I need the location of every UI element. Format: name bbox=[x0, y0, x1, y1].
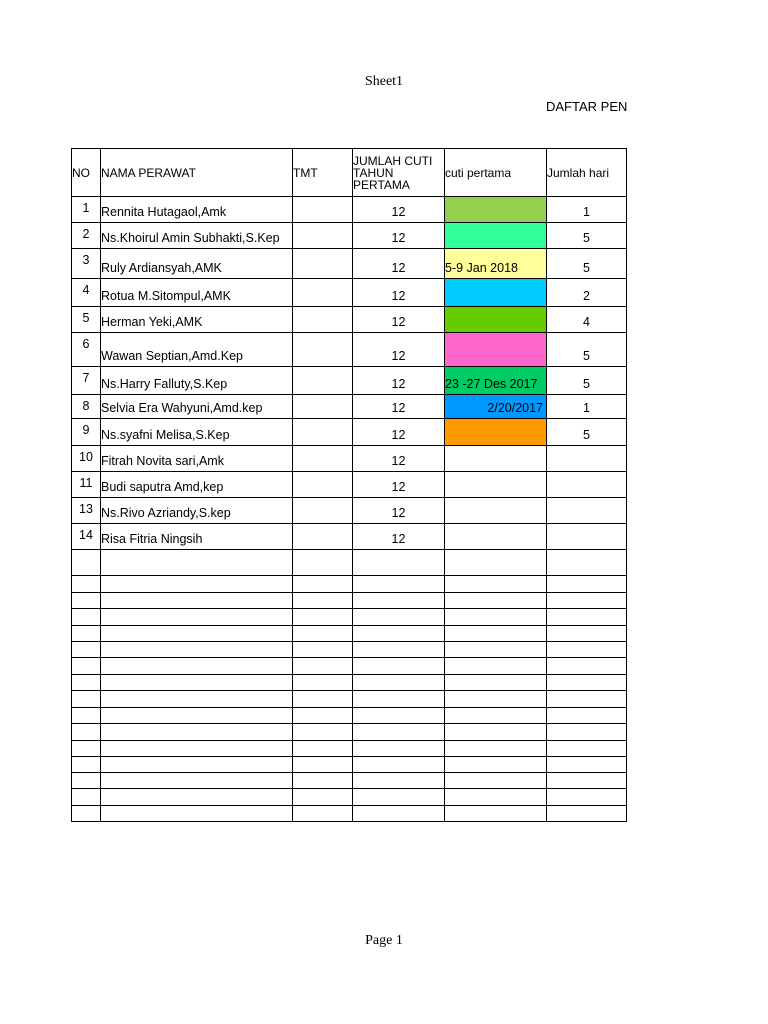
row-cuti-pertama bbox=[445, 497, 546, 523]
row-cuti-pertama bbox=[445, 445, 546, 471]
row-jumlah-hari: 1 bbox=[583, 401, 590, 415]
row-jumlah-hari: 5 bbox=[583, 377, 590, 391]
grid-line bbox=[71, 608, 627, 609]
row-jumlah-cuti: 12 bbox=[391, 231, 406, 245]
row-nama-perawat: Rotua M.Sitompul,AMK bbox=[101, 289, 231, 303]
row-no: 14 bbox=[79, 528, 93, 542]
row-nama-perawat: Wawan Septian,Amd.Kep bbox=[101, 349, 243, 363]
row-no: 11 bbox=[79, 476, 93, 490]
row-nama-perawat: Budi saputra Amd,kep bbox=[101, 480, 224, 494]
grid-line bbox=[71, 805, 627, 806]
header-no: NO bbox=[72, 165, 90, 180]
row-no: 6 bbox=[82, 337, 90, 351]
row-cuti-pertama: 5-9 Jan 2018 bbox=[445, 261, 518, 275]
row-jumlah-hari: 5 bbox=[583, 261, 590, 275]
grid-line bbox=[71, 674, 627, 675]
row-no: 7 bbox=[82, 371, 90, 385]
grid-line bbox=[71, 575, 627, 576]
sheet-title: Sheet1 bbox=[364, 74, 404, 89]
page-footer: Page 1 bbox=[365, 933, 403, 948]
row-cuti-pertama bbox=[445, 523, 546, 549]
row-nama-perawat: Ns.Khoirul Amin Subhakti,S.Kep bbox=[101, 231, 280, 245]
row-nama-perawat: Ns.Harry Falluty,S.Kep bbox=[101, 377, 228, 391]
grid-line bbox=[71, 641, 627, 642]
row-no: 8 bbox=[82, 399, 90, 413]
row-nama-perawat: Rennita Hutagaol,Amk bbox=[101, 205, 227, 219]
row-tmt bbox=[293, 306, 352, 332]
row-tmt bbox=[293, 523, 352, 549]
grid-line bbox=[71, 821, 627, 822]
row-cuti-pertama: 23 -27 Des 2017 bbox=[445, 377, 538, 391]
row-cuti-pertama bbox=[445, 332, 546, 366]
row-no: 4 bbox=[82, 283, 90, 297]
row-jumlah-hari bbox=[547, 445, 626, 471]
grid-line bbox=[71, 625, 627, 626]
row-nama-perawat: Ns.syafni Melisa,S.Kep bbox=[101, 428, 230, 442]
row-cuti-pertama bbox=[445, 196, 546, 222]
row-no: 10 bbox=[79, 450, 93, 464]
row-cuti-pertama bbox=[445, 306, 546, 332]
row-nama-perawat: Selvia Era Wahyuni,Amd.kep bbox=[101, 401, 263, 415]
row-jumlah-cuti: 12 bbox=[391, 315, 406, 329]
row-nama-perawat: Herman Yeki,AMK bbox=[101, 315, 203, 329]
grid-line bbox=[71, 740, 627, 741]
row-jumlah-cuti: 12 bbox=[391, 261, 406, 275]
row-no: 5 bbox=[82, 311, 90, 325]
row-tmt bbox=[293, 394, 352, 418]
row-jumlah-cuti: 12 bbox=[391, 205, 406, 219]
row-jumlah-hari: 2 bbox=[583, 289, 590, 303]
grid-line bbox=[71, 772, 627, 773]
row-nama-perawat: Fitrah Novita sari,Amk bbox=[101, 454, 224, 468]
grid-line bbox=[71, 723, 627, 724]
row-tmt bbox=[293, 332, 352, 366]
row-jumlah-hari: 5 bbox=[583, 349, 590, 363]
row-jumlah-hari bbox=[547, 497, 626, 523]
row-tmt bbox=[293, 196, 352, 222]
row-nama-perawat: Ruly Ardiansyah,AMK bbox=[101, 261, 222, 275]
row-no: 13 bbox=[79, 502, 93, 516]
row-tmt bbox=[293, 497, 352, 523]
row-tmt bbox=[293, 418, 352, 445]
row-nama-perawat: Risa Fitria Ningsih bbox=[101, 532, 203, 546]
grid-line bbox=[71, 657, 627, 658]
row-nama-perawat: Ns.Rivo Azriandy,S.kep bbox=[101, 506, 231, 520]
row-tmt bbox=[293, 222, 352, 248]
row-cuti-pertama: 2/20/2017 bbox=[487, 401, 543, 415]
row-jumlah-cuti: 12 bbox=[391, 480, 406, 494]
row-tmt bbox=[293, 445, 352, 471]
row-tmt bbox=[293, 471, 352, 497]
header-jumlah-cuti: JUMLAH CUTI TAHUN PERTAMA bbox=[353, 153, 433, 192]
grid-line bbox=[71, 690, 627, 691]
row-tmt bbox=[293, 366, 352, 394]
row-jumlah-cuti: 12 bbox=[391, 401, 406, 415]
row-jumlah-hari: 4 bbox=[583, 315, 590, 329]
grid-line bbox=[71, 549, 627, 550]
row-jumlah-cuti: 12 bbox=[391, 377, 406, 391]
grid-line bbox=[71, 707, 627, 708]
row-cuti-pertama bbox=[445, 222, 546, 248]
row-jumlah-hari: 5 bbox=[583, 231, 590, 245]
row-jumlah-cuti: 12 bbox=[391, 428, 406, 442]
row-tmt bbox=[293, 248, 352, 278]
row-jumlah-cuti: 12 bbox=[391, 506, 406, 520]
row-cuti-pertama bbox=[445, 418, 546, 445]
row-jumlah-cuti: 12 bbox=[391, 532, 406, 546]
grid-line bbox=[71, 788, 627, 789]
row-no: 3 bbox=[82, 253, 90, 267]
grid-line bbox=[626, 148, 627, 821]
row-jumlah-cuti: 12 bbox=[391, 289, 406, 303]
document-title: DAFTAR PEN bbox=[546, 99, 628, 114]
header-nama-perawat: NAMA PERAWAT bbox=[101, 165, 196, 180]
row-no: 9 bbox=[82, 423, 90, 437]
header-jumlah-hari: Jumlah hari bbox=[547, 165, 610, 180]
row-no: 2 bbox=[82, 227, 90, 241]
row-no: 1 bbox=[82, 201, 90, 215]
row-cuti-pertama bbox=[445, 471, 546, 497]
header-tmt: TMT bbox=[293, 165, 318, 180]
row-jumlah-cuti: 12 bbox=[391, 454, 406, 468]
header-cuti-pertama: cuti pertama bbox=[445, 165, 512, 180]
row-tmt bbox=[293, 278, 352, 306]
row-jumlah-hari bbox=[547, 523, 626, 549]
row-jumlah-hari: 5 bbox=[583, 428, 590, 442]
row-jumlah-cuti: 12 bbox=[391, 349, 406, 363]
row-jumlah-hari: 1 bbox=[583, 205, 590, 219]
grid-line bbox=[71, 592, 627, 593]
row-jumlah-hari bbox=[547, 471, 626, 497]
row-cuti-pertama bbox=[445, 278, 546, 306]
grid-line bbox=[71, 756, 627, 757]
